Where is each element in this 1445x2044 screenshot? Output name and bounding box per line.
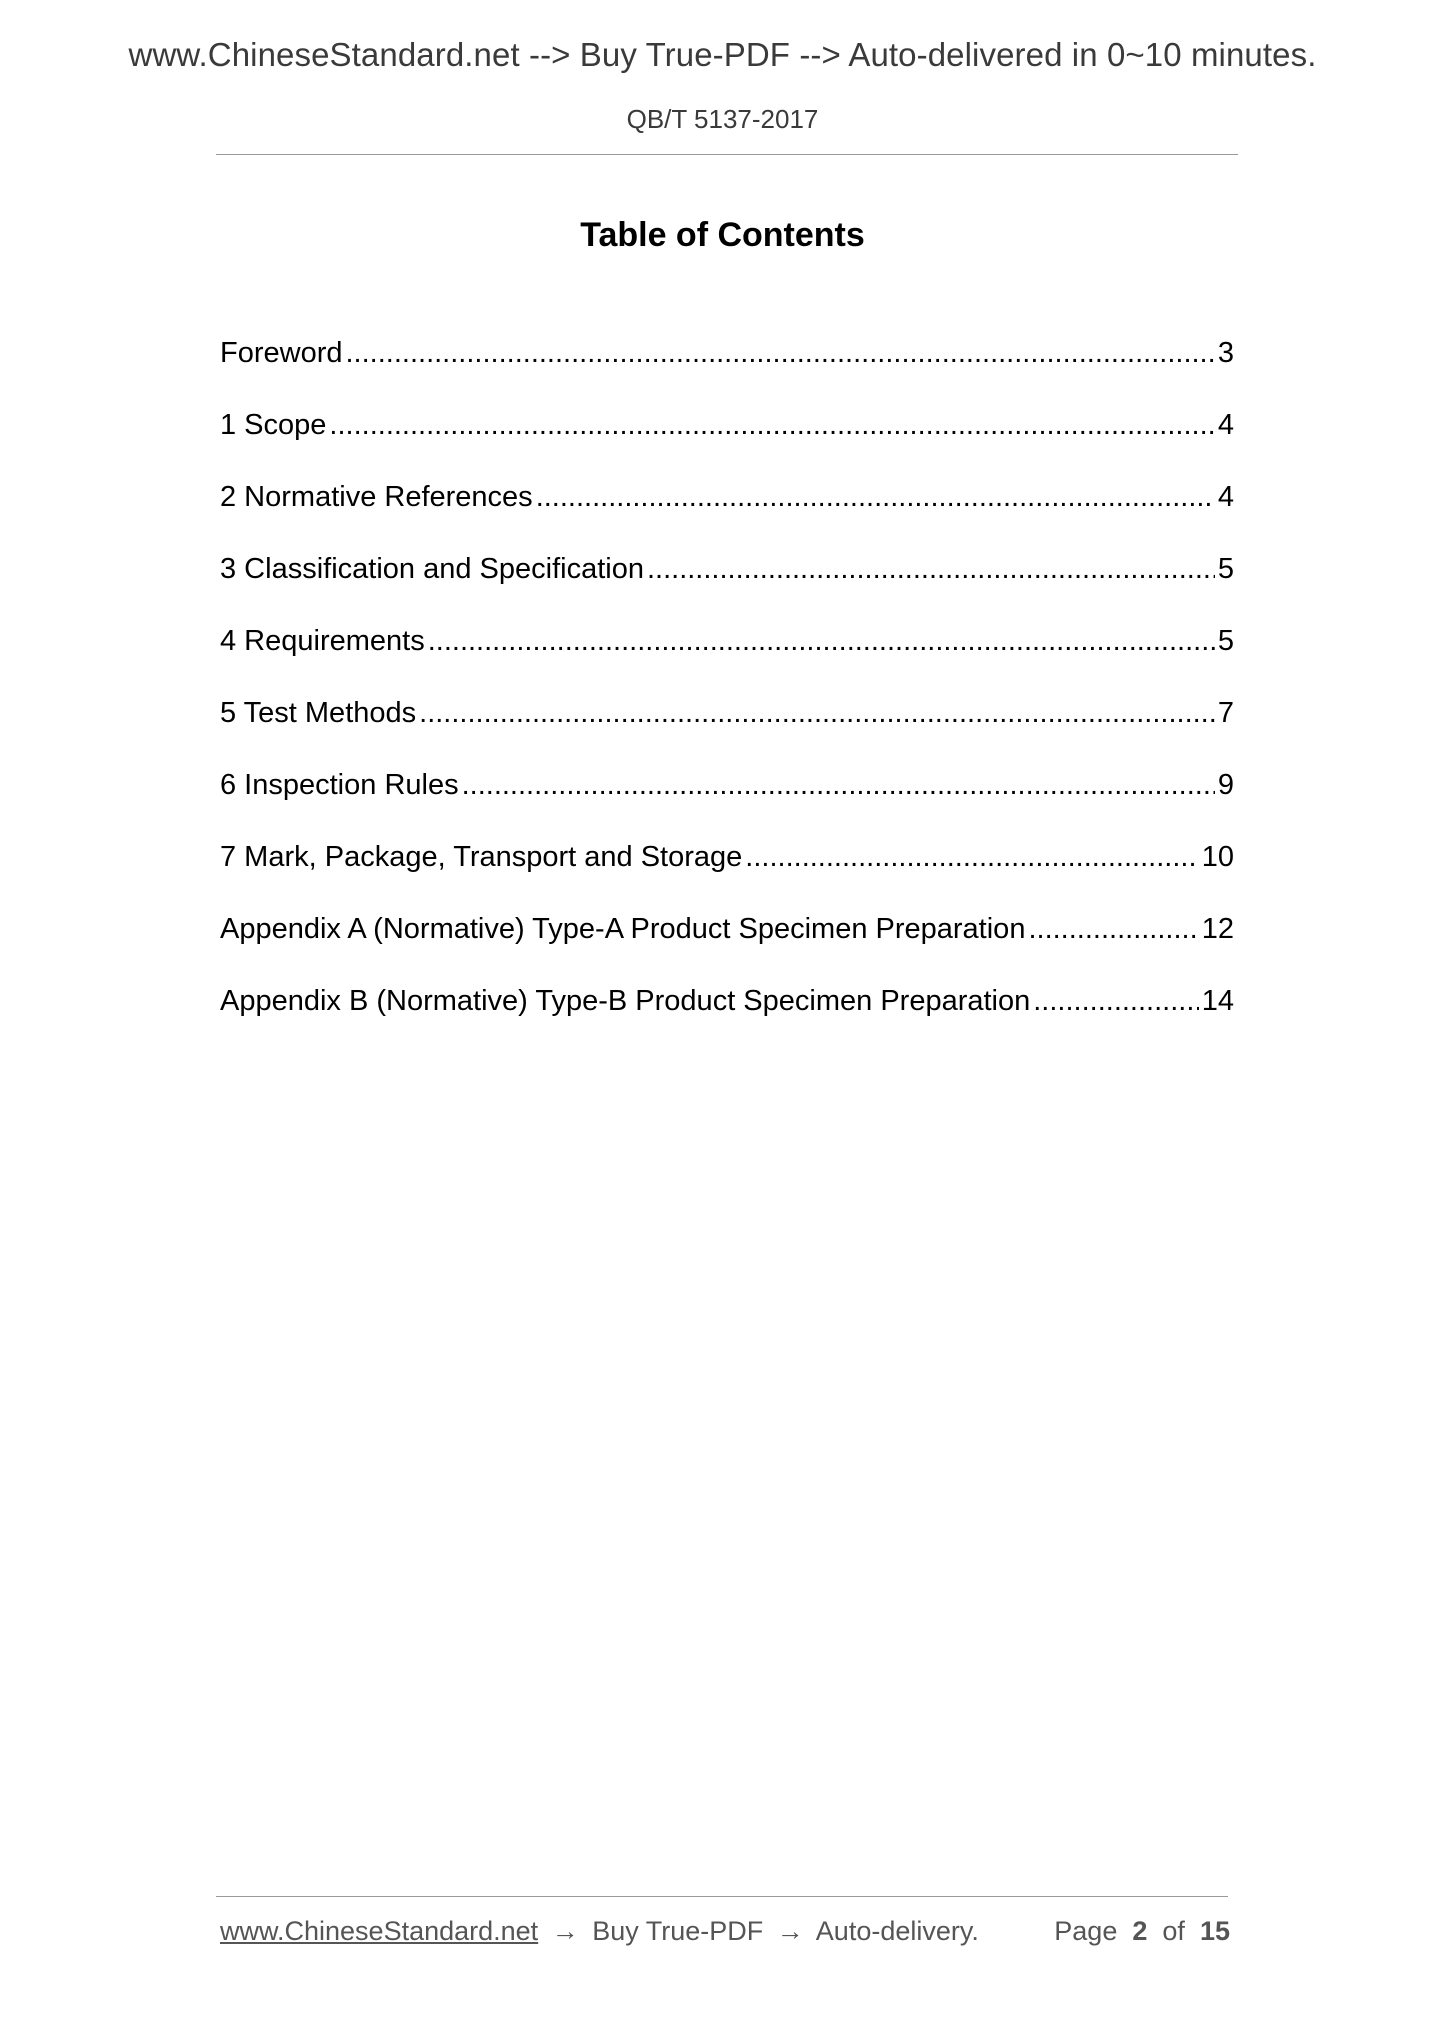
toc-entry-label: 5 Test Methods [220, 697, 417, 729]
toc-title: Table of Contents [580, 216, 865, 254]
toc-leader-dots [1028, 913, 1198, 946]
toc-entry-page: 5 [1217, 553, 1234, 585]
page-word: Page [1054, 1916, 1118, 1946]
of-word: of [1162, 1916, 1185, 1946]
toc-leader-dots [329, 409, 1214, 442]
toc-entry-page: 9 [1217, 769, 1234, 801]
toc-leader-dots [462, 769, 1215, 802]
toc-entry-label: 1 Scope [220, 409, 327, 441]
current-page-number: 2 [1132, 1916, 1148, 1946]
page-footer [220, 1916, 1230, 1947]
toc-entry-label: 6 Inspection Rules [220, 769, 459, 801]
header-divider [216, 154, 1238, 155]
toc-leader-dots [536, 481, 1215, 514]
footer-buy-text: Buy True-PDF [592, 1916, 764, 1946]
right-arrow-icon: → [776, 1916, 804, 1946]
toc-leader-dots [346, 337, 1215, 370]
toc-entry-scope[interactable] [220, 409, 1234, 481]
toc-entry-label: 4 Requirements [220, 625, 425, 657]
toc-entry-page: 3 [1217, 337, 1234, 369]
toc-entry-label: Appendix B (Normative) Type-B Product Specimen Preparation [220, 985, 1031, 1017]
toc-leader-dots [428, 625, 1215, 658]
toc-entry-label: Foreword [220, 337, 343, 369]
toc-list [220, 337, 1234, 1057]
toc-entry-appendix-a[interactable] [220, 913, 1234, 985]
footer-divider [216, 1896, 1228, 1897]
toc-entry-label: 2 Normative References [220, 481, 533, 513]
toc-entry-label: 7 Mark, Package, Transport and Storage [220, 841, 743, 873]
toc-leader-dots [745, 841, 1198, 874]
toc-entry-page: 7 [1217, 697, 1234, 729]
total-pages-number: 15 [1199, 1916, 1230, 1946]
toc-entry-mark-package[interactable] [220, 841, 1234, 913]
page-indicator [1054, 1916, 1230, 1947]
toc-entry-normative-references[interactable] [220, 481, 1234, 553]
right-arrow-icon: → [551, 1916, 579, 1946]
footer-promo [220, 1916, 979, 1947]
footer-site-link[interactable]: www.ChineseStandard.net [220, 1916, 539, 1946]
toc-entry-label: 3 Classification and Specification [220, 553, 644, 585]
header-banner: www.ChineseStandard.net --> Buy True-PDF --> Auto-delivered in 0~10 minutes. [128, 36, 1317, 73]
toc-leader-dots [1033, 985, 1198, 1018]
toc-leader-dots [647, 553, 1215, 586]
toc-entry-page: 5 [1217, 625, 1234, 657]
toc-entry-requirements[interactable] [220, 625, 1234, 697]
toc-entry-inspection-rules[interactable] [220, 769, 1234, 841]
toc-entry-test-methods[interactable] [220, 697, 1234, 769]
toc-entry-label: Appendix A (Normative) Type-A Product Specimen Preparation [220, 913, 1026, 945]
document-code: QB/T 5137-2017 [626, 104, 819, 134]
footer-delivery-text: Auto-delivery. [815, 1916, 979, 1946]
toc-entry-foreword[interactable] [220, 337, 1234, 409]
toc-entry-page: 4 [1217, 481, 1234, 513]
toc-entry-appendix-b[interactable] [220, 985, 1234, 1057]
toc-entry-page: 14 [1201, 985, 1234, 1017]
toc-entry-classification[interactable] [220, 553, 1234, 625]
toc-leader-dots [419, 697, 1215, 730]
toc-entry-page: 10 [1201, 841, 1234, 873]
toc-entry-page: 4 [1217, 409, 1234, 441]
toc-entry-page: 12 [1201, 913, 1234, 945]
